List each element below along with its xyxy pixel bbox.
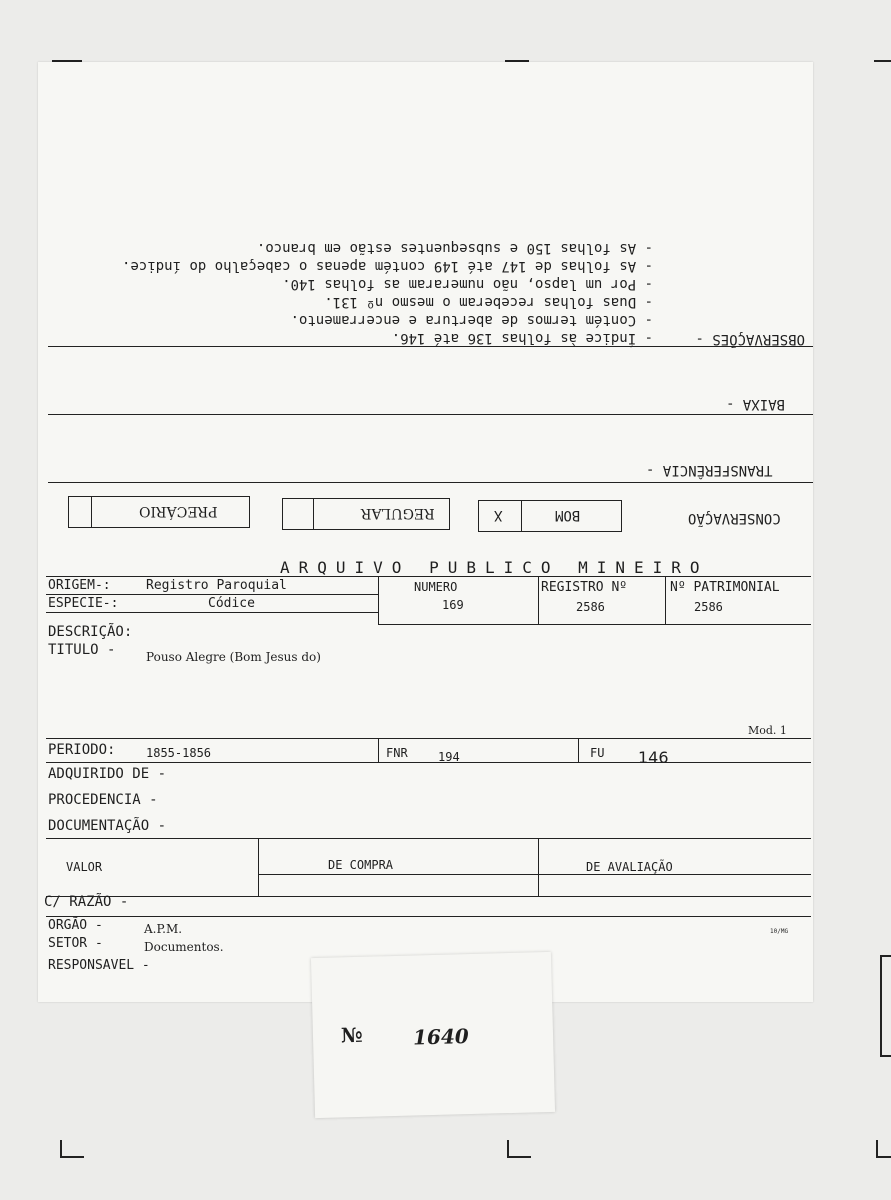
adquirido-label: ADQUIRIDO DE -: [48, 766, 167, 782]
de-avaliacao-label: DE AVALIAÇÃO: [586, 860, 673, 874]
col-divider-patrimonial: [665, 576, 666, 624]
regular-box: [282, 498, 450, 530]
descricao-label: DESCRIÇÃO:: [48, 624, 133, 640]
periodo-value: 1855-1856: [146, 746, 212, 760]
col-divider-fu: [578, 738, 579, 762]
titulo-label: TITULO -: [48, 642, 116, 658]
observacoes-line: - Duas folhas receberam o mesmo nº 131.: [324, 294, 653, 310]
transferencia-label: TRANSFERÊNCIA -: [646, 462, 773, 478]
observacoes-line: - Por um lapso, não numeraram as folhas 140.: [282, 276, 653, 292]
de-compra-label: DE COMPRA: [328, 858, 394, 872]
orgao-label: ORGÃO -: [48, 918, 103, 933]
setor-label: SETOR -: [48, 936, 103, 951]
mod-label: Mod. 1: [748, 724, 787, 737]
registro-label: REGISTRO Nº: [541, 580, 628, 595]
procedencia-label: PROCEDENCIA -: [48, 792, 158, 808]
bom-box: [478, 500, 622, 532]
registro-value: 2586: [576, 600, 605, 614]
col-divider-numero: [378, 576, 379, 624]
crop-mark-bottom-center: [507, 1140, 531, 1158]
precario-box-divider: [91, 497, 92, 527]
precario-box: [68, 496, 250, 528]
number-slip: [311, 952, 555, 1118]
divider-razao: [46, 916, 811, 917]
regular-box-divider: [313, 499, 314, 529]
origem-label: ORIGEM-:: [48, 578, 111, 593]
regular-label: REGULAR: [361, 505, 435, 521]
col-divider-registro: [538, 576, 539, 624]
divider-valor-bottom: [46, 896, 811, 897]
observacoes-list: [122, 238, 653, 346]
divider-especie: [46, 612, 378, 613]
fnr-label: FNR: [386, 746, 408, 760]
numero-label: NUMERO: [414, 580, 458, 594]
divider-header-bottom: [378, 624, 811, 625]
divider-periodo-top: [46, 738, 811, 739]
col-divider-avaliacao: [538, 838, 539, 896]
responsavel-label: RESPONSAVEL -: [48, 958, 150, 973]
observacoes-line: - Contém termos de abertura e encerramento.: [290, 312, 653, 328]
divider-origem: [46, 594, 378, 595]
divider-periodo-bottom: [46, 762, 811, 763]
numero-value: 169: [442, 598, 464, 612]
fu-label: FU: [590, 746, 605, 760]
observacoes-label: OBSERVAÇÕES -: [695, 331, 805, 347]
crop-mark-bottom-left: [60, 1140, 84, 1158]
divider-baixa: [48, 414, 813, 415]
titulo-value: Pouso Alegre (Bom Jesus do): [146, 650, 321, 664]
divider-transferencia: [48, 482, 813, 483]
col-divider-fnr: [378, 738, 379, 762]
patrimonial-label: Nº PATRIMONIAL: [670, 580, 780, 595]
observacoes-line: - As folhas 150 e subsequentes estão em branco.: [256, 240, 653, 256]
baixa-label: BAIXA -: [726, 396, 786, 412]
fnr-value: 194: [438, 750, 460, 764]
conservacao-label: CONSERVAÇÃO: [688, 510, 781, 526]
observacoes-block: [38, 212, 813, 352]
patrimonial-value: 2586: [694, 600, 723, 614]
crop-mark-right-bracket: [880, 955, 891, 1057]
especie-value: Códice: [208, 596, 255, 611]
catalog-card: [38, 62, 813, 1002]
bom-mark: X: [494, 507, 503, 523]
especie-label: ESPECIE-:: [48, 596, 119, 611]
divider-header-top: [46, 576, 811, 577]
documentacao-label: DOCUMENTAÇÃO -: [48, 818, 167, 834]
periodo-label: PERIODO:: [48, 742, 116, 758]
valor-label: VALOR: [66, 860, 103, 874]
divider-observacoes: [48, 346, 813, 347]
orgao-value: A.P.M.: [144, 922, 183, 936]
fu-value: 146: [638, 748, 669, 767]
col-divider-compra: [258, 838, 259, 896]
archive-title: ARQUIVO PUBLICO MINEIRO: [280, 558, 709, 577]
crop-mark-top-right: [874, 60, 891, 66]
divider-valor-mid: [258, 874, 811, 875]
divider-valor-top: [46, 838, 811, 839]
razao-label: C/ RAZÃO -: [44, 894, 129, 910]
origem-value: Registro Paroquial: [146, 578, 287, 593]
observacoes-line: - Índice às folhas 136 até 146.: [391, 330, 653, 346]
crop-mark-bottom-right: [876, 1140, 891, 1158]
setor-value: Documentos.: [144, 940, 224, 954]
observacoes-line: - As folhas de 147 até 149 contém apenas o cabeçalho do índice.: [121, 258, 653, 274]
number-value: 1640: [412, 1024, 470, 1050]
printer-mark: 10/MG: [770, 928, 789, 935]
precario-label: PRECÁRIO: [139, 503, 218, 519]
bom-label: BOM: [555, 507, 581, 523]
bom-box-divider: [521, 501, 522, 531]
number-symbol: №: [340, 1022, 364, 1048]
